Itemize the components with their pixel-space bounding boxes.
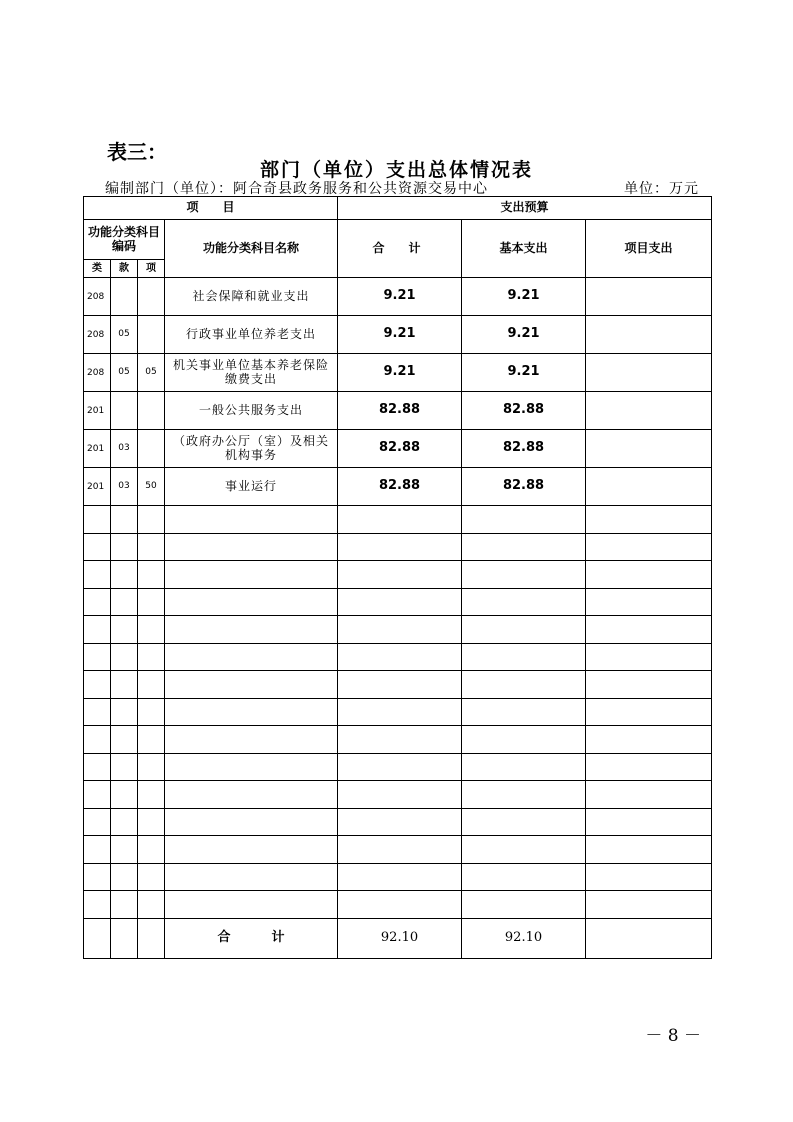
row-total: 82.88 (338, 392, 462, 430)
table-row (84, 392, 712, 430)
empty-cell (111, 643, 138, 671)
empty-row (84, 588, 712, 616)
empty-cell (138, 533, 165, 561)
row-project (586, 278, 712, 316)
empty-cell (586, 781, 712, 809)
empty-cell (111, 671, 138, 699)
row-lei: 208 (84, 278, 111, 316)
empty-cell (84, 753, 111, 781)
empty-cell (462, 643, 586, 671)
empty-cell (462, 863, 586, 891)
empty-cell (138, 561, 165, 589)
total-value: 92.10 (338, 918, 462, 958)
empty-cell (165, 616, 338, 644)
table-row (84, 278, 712, 316)
row-xiang: 05 (138, 354, 165, 392)
empty-cell (462, 836, 586, 864)
header-kuan: 款 (111, 260, 138, 278)
row-lei: 208 (84, 316, 111, 354)
row-project (586, 468, 712, 506)
empty-cell (84, 533, 111, 561)
empty-cell (165, 561, 338, 589)
empty-cell (586, 863, 712, 891)
empty-cell (111, 781, 138, 809)
empty-cell (338, 506, 462, 534)
empty-cell (462, 808, 586, 836)
row-total: 82.88 (338, 430, 462, 468)
row-project (586, 354, 712, 392)
row-kuan: 05 (111, 354, 138, 392)
row-lei: 201 (84, 468, 111, 506)
table-row (84, 354, 712, 392)
empty-cell (338, 616, 462, 644)
empty-cell (138, 808, 165, 836)
row-xiang (138, 278, 165, 316)
total-basic: 92.10 (462, 918, 586, 958)
empty-cell (138, 726, 165, 754)
row-total: 82.88 (338, 468, 462, 506)
empty-cell (165, 891, 338, 919)
empty-cell (111, 726, 138, 754)
row-name: （政府办公厅（室）及相关机构事务 (165, 430, 338, 468)
empty-cell (111, 588, 138, 616)
empty-cell (138, 643, 165, 671)
empty-row (84, 671, 712, 699)
empty-cell (111, 863, 138, 891)
empty-cell (111, 808, 138, 836)
header-row-1 (84, 197, 712, 220)
header-project: 项目支出 (586, 220, 712, 278)
empty-cell (138, 671, 165, 699)
empty-cell (586, 891, 712, 919)
header-budget: 支出预算 (338, 197, 712, 220)
empty-cell (111, 918, 138, 958)
empty-cell (111, 533, 138, 561)
empty-cell (338, 726, 462, 754)
empty-cell (84, 918, 111, 958)
empty-row (84, 863, 712, 891)
row-lei: 201 (84, 392, 111, 430)
empty-cell (586, 561, 712, 589)
row-total: 9.21 (338, 354, 462, 392)
row-project (586, 430, 712, 468)
empty-cell (462, 533, 586, 561)
expenditure-table (83, 196, 712, 959)
row-kuan (111, 392, 138, 430)
empty-cell (165, 588, 338, 616)
row-kuan: 05 (111, 316, 138, 354)
empty-cell (586, 808, 712, 836)
header-row-2 (84, 220, 712, 260)
row-basic: 9.21 (462, 278, 586, 316)
row-name: 机关事业单位基本养老保险缴费支出 (165, 354, 338, 392)
empty-cell (338, 753, 462, 781)
header-total: 合 计 (338, 220, 462, 278)
empty-row (84, 753, 712, 781)
row-basic: 9.21 (462, 316, 586, 354)
empty-cell (462, 506, 586, 534)
empty-cell (338, 561, 462, 589)
empty-cell (165, 726, 338, 754)
empty-cell (586, 616, 712, 644)
empty-cell (84, 671, 111, 699)
empty-row (84, 891, 712, 919)
empty-cell (165, 506, 338, 534)
row-name: 社会保障和就业支出 (165, 278, 338, 316)
row-name: 事业运行 (165, 468, 338, 506)
empty-cell (586, 698, 712, 726)
empty-cell (138, 781, 165, 809)
empty-cell (111, 506, 138, 534)
empty-cell (84, 781, 111, 809)
empty-cell (462, 891, 586, 919)
empty-cell (338, 588, 462, 616)
row-kuan (111, 278, 138, 316)
header-func-code: 功能分类科目编码 (84, 220, 165, 260)
row-name: 一般公共服务支出 (165, 392, 338, 430)
empty-row (84, 726, 712, 754)
empty-cell (138, 891, 165, 919)
empty-cell (462, 561, 586, 589)
header-items: 项 目 (84, 197, 338, 220)
row-basic: 82.88 (462, 392, 586, 430)
row-xiang (138, 392, 165, 430)
empty-cell (138, 616, 165, 644)
empty-cell (586, 588, 712, 616)
empty-cell (84, 698, 111, 726)
empty-cell (586, 753, 712, 781)
total-label: 合 计 (165, 918, 338, 958)
empty-cell (111, 836, 138, 864)
empty-cell (84, 506, 111, 534)
table-row (84, 468, 712, 506)
empty-cell (84, 726, 111, 754)
empty-cell (138, 753, 165, 781)
empty-cell (84, 616, 111, 644)
total-row (84, 918, 712, 958)
empty-cell (338, 863, 462, 891)
row-lei: 201 (84, 430, 111, 468)
row-kuan: 03 (111, 468, 138, 506)
empty-row (84, 808, 712, 836)
empty-cell (165, 781, 338, 809)
empty-cell (462, 588, 586, 616)
empty-cell (111, 616, 138, 644)
empty-cell (586, 533, 712, 561)
table-row (84, 316, 712, 354)
row-project (586, 392, 712, 430)
empty-cell (138, 863, 165, 891)
row-project (586, 316, 712, 354)
page-title: 部门（单位）支出总体情况表 (259, 159, 533, 181)
empty-cell (84, 561, 111, 589)
empty-cell (84, 643, 111, 671)
row-kuan: 03 (111, 430, 138, 468)
empty-cell (165, 643, 338, 671)
empty-cell (165, 533, 338, 561)
empty-cell (111, 698, 138, 726)
empty-cell (338, 836, 462, 864)
empty-cell (138, 506, 165, 534)
empty-cell (462, 616, 586, 644)
table-label: 表三： (107, 140, 167, 164)
empty-cell (586, 836, 712, 864)
empty-row (84, 781, 712, 809)
empty-cell (111, 891, 138, 919)
empty-row (84, 836, 712, 864)
row-xiang (138, 430, 165, 468)
empty-cell (84, 836, 111, 864)
empty-cell (165, 753, 338, 781)
empty-cell (462, 781, 586, 809)
header-basic: 基本支出 (462, 220, 586, 278)
empty-cell (111, 753, 138, 781)
empty-cell (84, 863, 111, 891)
empty-cell (165, 671, 338, 699)
empty-cell (462, 671, 586, 699)
empty-cell (462, 726, 586, 754)
empty-cell (586, 643, 712, 671)
empty-row (84, 506, 712, 534)
empty-cell (338, 891, 462, 919)
empty-cell (586, 726, 712, 754)
header-func-name: 功能分类科目名称 (165, 220, 338, 278)
empty-cell (138, 698, 165, 726)
empty-cell (84, 588, 111, 616)
row-xiang (138, 316, 165, 354)
empty-row (84, 561, 712, 589)
total-project (586, 918, 712, 958)
row-total: 9.21 (338, 278, 462, 316)
empty-row (84, 698, 712, 726)
page-number: － 8 － (645, 1026, 701, 1046)
empty-cell (338, 698, 462, 726)
empty-cell (138, 588, 165, 616)
unit-label: 单位：万元 (624, 181, 699, 197)
empty-cell (338, 643, 462, 671)
table-row (84, 430, 712, 468)
row-xiang: 50 (138, 468, 165, 506)
empty-cell (586, 671, 712, 699)
empty-cell (586, 506, 712, 534)
empty-cell (84, 891, 111, 919)
empty-cell (84, 808, 111, 836)
empty-cell (111, 561, 138, 589)
empty-cell (338, 781, 462, 809)
empty-row (84, 533, 712, 561)
empty-cell (338, 533, 462, 561)
org-name: 编制部门（单位）：阿合奇县政务服务和公共资源交易中心 (105, 181, 488, 197)
empty-cell (338, 671, 462, 699)
empty-row (84, 643, 712, 671)
row-basic: 82.88 (462, 430, 586, 468)
row-total: 9.21 (338, 316, 462, 354)
header-xiang: 项 (138, 260, 165, 278)
empty-cell (138, 918, 165, 958)
row-basic: 82.88 (462, 468, 586, 506)
row-name: 行政事业单位养老支出 (165, 316, 338, 354)
empty-cell (138, 836, 165, 864)
empty-cell (165, 863, 338, 891)
empty-cell (165, 836, 338, 864)
row-lei: 208 (84, 354, 111, 392)
empty-row (84, 616, 712, 644)
empty-cell (165, 808, 338, 836)
empty-cell (462, 698, 586, 726)
empty-cell (165, 698, 338, 726)
header-lei: 类 (84, 260, 111, 278)
empty-cell (338, 808, 462, 836)
empty-cell (462, 753, 586, 781)
row-basic: 9.21 (462, 354, 586, 392)
